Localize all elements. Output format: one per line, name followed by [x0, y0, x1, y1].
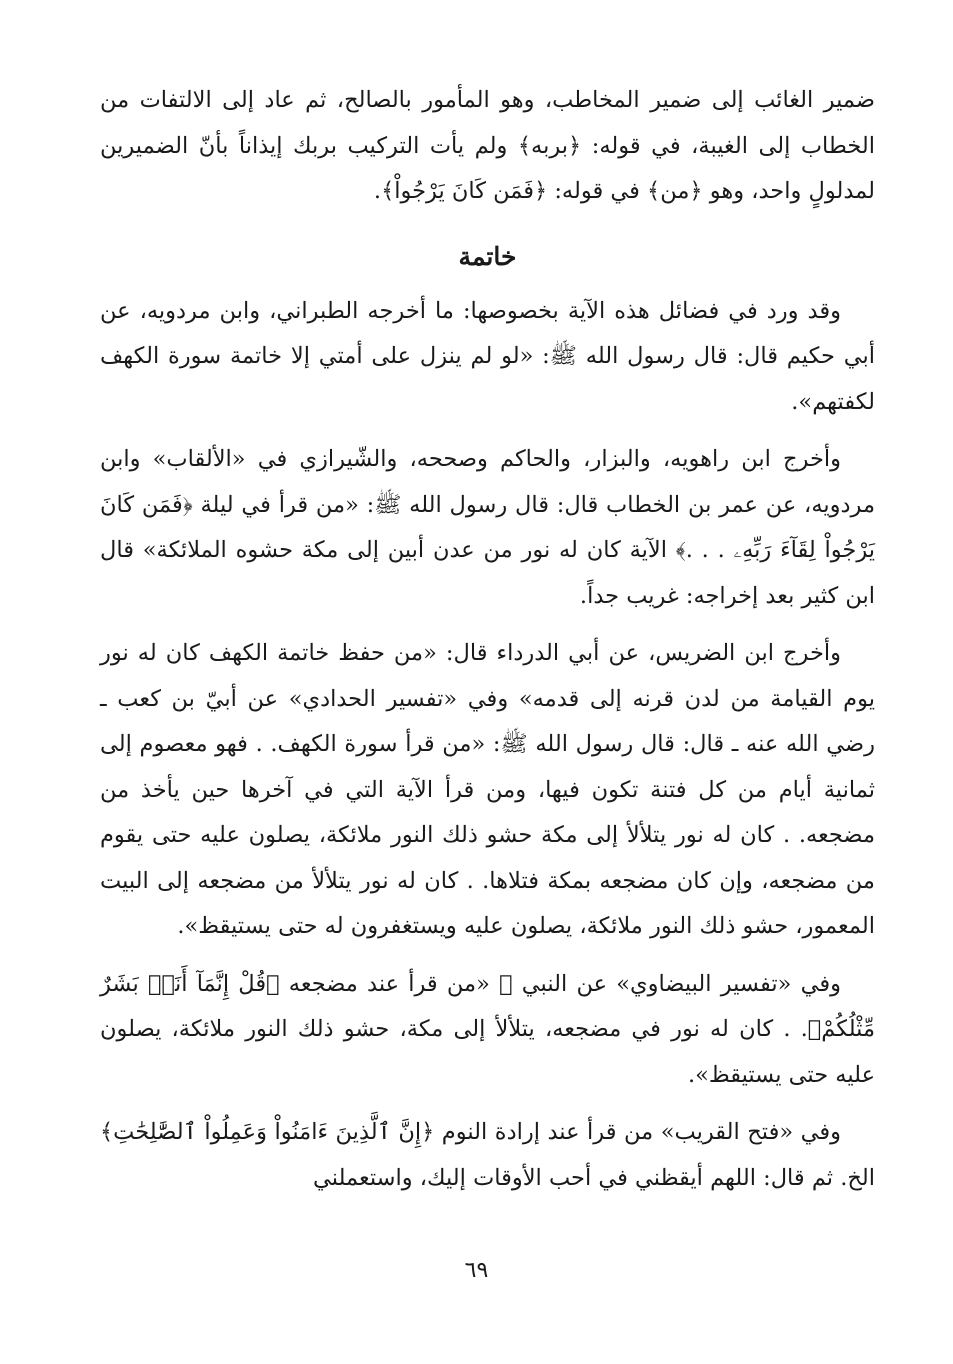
paragraph-tabarani: وقد ورد في فضائل هذه الآية بخصوصها: ما أخرجه الطبراني، وابن مردويه، عن أبي حكيم قال: قال رسول الله ﷺ: «لو لم ينزل على أمتي إلا خاتمة سورة الكهف لكفتهم».	[100, 297, 875, 415]
section-heading: خاتمة	[458, 241, 517, 271]
paragraph-ibn-rahawayh: وأخرج ابن راهويه، والبزار، والحاكم وصححه، والشّيرازي في «الألقاب» وابن مردويه، عن عمر بن الخطاب قال: قال رسول الله ﷺ: «من قرأ في ليلة ﴿فَمَن كَانَ يَرْجُواْ لِقَآءَ رَبِّهِۦ . . .﴾ الآية كان له نور من عدن أبين إلى مكة حشوه الملائكة» قال ابن كثير بعد إخراجه: غريب جداً.	[100, 446, 875, 609]
paragraph-ibn-durays: وأخرج ابن الضريس، عن أبي الدرداء قال: «من حفظ خاتمة الكهف كان له نور يوم القيامة من لدن قرنه إلى قدمه» وفي «تفسير الحدادي» عن أبيّ بن كعب ـ رضي الله عنه ـ قال: قال رسول الله ﷺ: «من قرأ سورة الكهف. . فهو معصوم إلى ثمانية أيام من كل فتنة تكون فيها، ومن قرأ الآية التي في آخرها حين يأخذ من مضجعه. . كان له نور يتلألأ إلى مكة حشو ذلك النور ملائكة، يصلون عليه حتى يقوم من مضجعه، وإن كان مضجعه بمكة فتلاها. . كان له نور يتلألأ من مضجعه إلى البيت المعمور، حشو ذلك النور ملائكة، يصلون عليه ويستغفرون له حتى يستيقظ».	[100, 640, 875, 939]
page-number: ٦٩	[464, 1258, 489, 1283]
paragraph-iltifat: ضمير الغائب إلى ضمير المخاطب، وهو المأمور بالصالح، ثم عاد إلى الالتفات من الخطاب إلى الغيبة، في قوله: ﴿بربه﴾ ولم يأت التركيب بربك إيذاناً بأنّ الضميرين لمدلولٍ واحد، وهو ﴿من﴾ في قوله: ﴿فَمَن كَانَ يَرْجُواْ﴾.	[100, 87, 875, 204]
paragraph-fath-al-qarib: وفي «فتح القريب» من قرأ عند إرادة النوم ﴿إِنَّ ٱلَّذِينَ ءَامَنُواْ وَعَمِلُواْ ٱلصَّٰلِحَٰتِ﴾ الخ. ثم قال: اللهم أيقظني في أحب الأوقات إليك، واستعملني	[100, 1119, 875, 1191]
paragraph-baydawi: وفي «تفسير البيضاوي» عن النبي ﷺ «من قرأ عند مضجعه ﴿قُلْ إِنَّمَآ أَنَا۠ بَشَرٌ مِّثْلُكُمْ﴾. . كان له نور في مضجعه، يتلألأ إلى مكة، حشو ذلك النور ملائكة، يصلون عليه حتى يستيقظ».	[100, 970, 875, 1088]
